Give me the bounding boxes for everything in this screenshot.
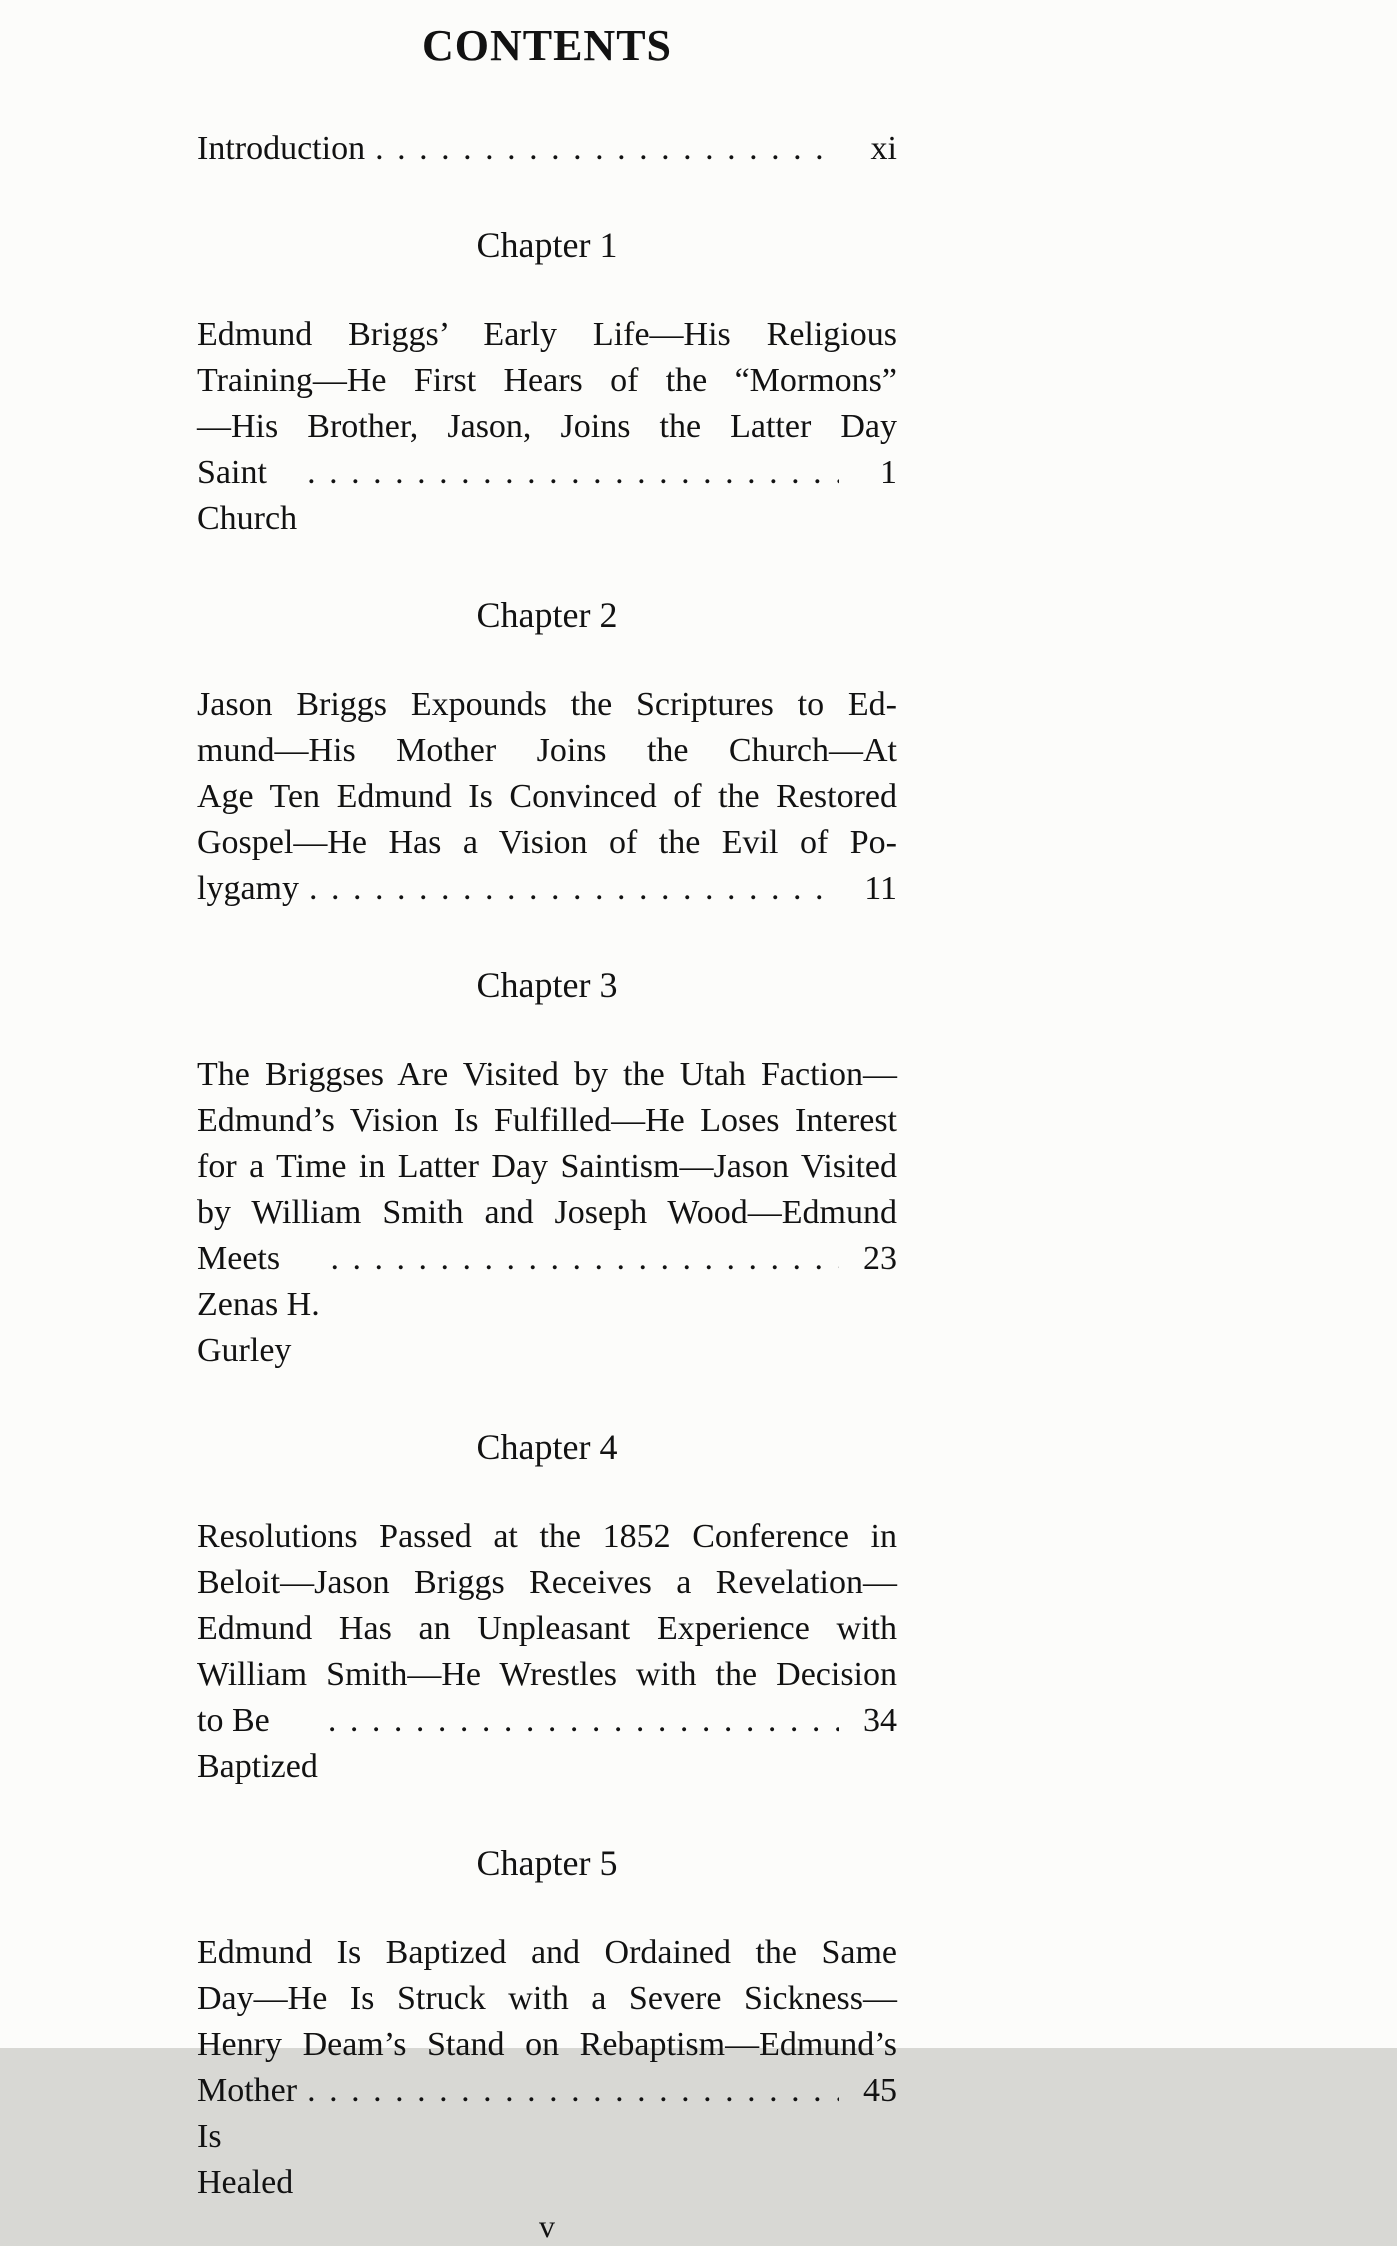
paragraph-final-line — [197, 866, 897, 912]
chapter-paragraph — [197, 1930, 897, 2206]
toc-chapter-entry — [197, 1374, 897, 1790]
introduction-label: Introduction — [197, 130, 366, 167]
page-number: 23 — [863, 1240, 897, 1277]
final-line-text: lygamy — [197, 870, 299, 907]
paragraph-final-line — [197, 1698, 897, 1790]
dot-leader — [307, 450, 839, 496]
paragraph-line: Day—He Is Struck with a Severe Sickness— — [197, 1980, 897, 2017]
paragraph-line: The Briggses Are Visited by the Utah Faction— — [197, 1056, 897, 1093]
paragraph-line: Training—He First Hears of the “Mormons” — [197, 362, 897, 399]
dot-leader — [328, 1698, 839, 1744]
footer-page-number: v — [539, 2208, 555, 2244]
paragraph-line: Jason Briggs Expounds the Scriptures to Ed- — [197, 686, 897, 723]
toc-chapter-entry — [197, 1790, 897, 2206]
toc-chapter-entry — [197, 912, 897, 1374]
paragraph-line: Edmund Briggs’ Early Life—His Religious — [197, 316, 897, 353]
paragraph-line: Gospel—He Has a Vision of the Evil of Po- — [197, 824, 897, 861]
chapter-heading: Chapter 5 — [476, 1843, 618, 1883]
paragraph-line: Edmund Is Baptized and Ordained the Same — [197, 1934, 897, 1971]
dot-leader — [375, 126, 839, 172]
toc-chapter-entry — [197, 542, 897, 912]
page-number: 11 — [864, 870, 897, 907]
page-number: 1 — [880, 454, 897, 491]
paragraph-final-line — [197, 450, 897, 542]
final-line-text: Mother Is Healed — [197, 2072, 298, 2201]
dot-leader — [330, 1236, 839, 1282]
chapter-heading: Chapter 4 — [476, 1427, 618, 1467]
final-line-text: Saint Church — [197, 454, 298, 537]
chapter-heading: Chapter 3 — [476, 965, 618, 1005]
paragraph-line: William Smith—He Wrestles with the Decision — [197, 1656, 897, 1693]
paragraph-line: Beloit—Jason Briggs Receives a Revelation— — [197, 1564, 897, 1601]
chapter-heading: Chapter 2 — [476, 595, 618, 635]
chapter-paragraph — [197, 312, 897, 542]
final-line-text: Meets Zenas H. Gurley — [197, 1240, 320, 1369]
page-number: 45 — [863, 2072, 897, 2109]
paragraph-final-line — [197, 1236, 897, 1374]
paragraph-final-line — [197, 2068, 897, 2206]
paragraph-line: Edmund’s Vision Is Fulfilled—He Loses Interest — [197, 1102, 897, 1139]
chapter-paragraph — [197, 1052, 897, 1374]
paragraph-line: Henry Deam’s Stand on Rebaptism—Edmund’s — [197, 2026, 897, 2063]
page-number: 34 — [863, 1702, 897, 1739]
paragraph-line: Age Ten Edmund Is Convinced of the Restored — [197, 778, 897, 815]
paragraph-line: by William Smith and Joseph Wood—Edmund — [197, 1194, 897, 1231]
paragraph-line: for a Time in Latter Day Saintism—Jason Visited — [197, 1148, 897, 1185]
final-line-text: to Be Baptized — [197, 1702, 318, 1785]
dot-leader — [309, 866, 839, 912]
paragraph-line: Edmund Has an Unpleasant Experience with — [197, 1610, 897, 1647]
page-number: xi — [870, 130, 897, 167]
chapter-heading: Chapter 1 — [476, 225, 618, 265]
paragraph-line: Resolutions Passed at the 1852 Conference in — [197, 1518, 897, 1555]
chapter-paragraph — [197, 1514, 897, 1790]
page-title: CONTENTS — [421, 21, 673, 70]
paragraph-line: mund—His Mother Joins the Church—At — [197, 732, 897, 769]
paragraph-line: —His Brother, Jason, Joins the Latter Day — [197, 408, 897, 445]
toc-entry-introduction — [197, 126, 897, 172]
chapter-paragraph — [197, 682, 897, 912]
dot-leader — [307, 2068, 839, 2114]
toc-chapter-entry — [197, 172, 897, 542]
